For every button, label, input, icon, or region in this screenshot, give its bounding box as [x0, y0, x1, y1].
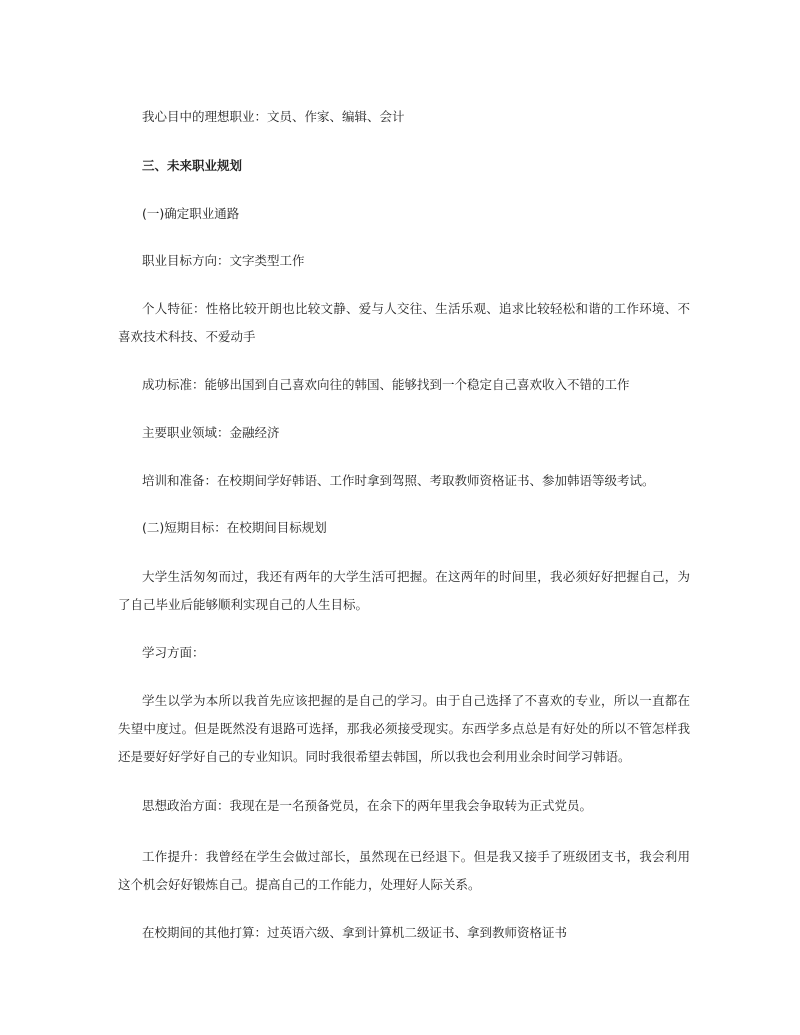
subheading-career-path: (一)确定职业通路	[142, 206, 240, 221]
paragraph-political: 思想政治方面：我现在是一名预备党员，在余下的两年里我会争取转为正式党员。	[142, 798, 593, 813]
paragraph-other-plans: 在校期间的其他打算：过英语六级、拿到计算机二级证书、拿到教师资格证书	[142, 925, 568, 940]
paragraph-personal-traits: 个人特征：性格比较开朗也比较文静、爱与人交往、生活乐观、追求比较轻松和谐的工作环境、不喜欢技术科技、不爱动手	[118, 301, 690, 344]
paragraph-main-field: 主要职业领域：金融经济	[142, 425, 280, 440]
paragraph-ideal-career: 我心目中的理想职业：文员、作家、编辑、会计	[142, 109, 405, 124]
paragraph-college-intro: 大学生活匆匆而过，我还有两年的大学生活可把握。在这两年的时间里，我必须好好把握自己，为了自己毕业后能够顺利实现自己的人生目标。	[118, 569, 690, 612]
paragraph-study-heading: 学习方面：	[142, 645, 205, 660]
paragraph-training: 培训和准备：在校期间学好韩语、工作时拿到驾照、考取教师资格证书、参加韩语等级考试。	[142, 473, 655, 488]
paragraph-work-improve: 工作提升：我曾经在学生会做过部长，虽然现在已经退下。但是我又接手了班级团支书，我会利用这个机会好好锻炼自己。提高自己的工作能力，处理好人际关系。	[118, 849, 690, 892]
section-heading-future-career-plan: 三、未来职业规划	[142, 158, 243, 173]
subheading-short-term-goals: (二)短期目标：在校期间目标规划	[142, 520, 327, 535]
paragraph-success-criteria: 成功标准：能够出国到自己喜欢向往的韩国、能够找到一个稳定自己喜欢收入不错的工作	[142, 377, 630, 392]
paragraph-study-body: 学生以学为本所以我首先应该把握的是自己的学习。由于自己选择了不喜欢的专业，所以一直都在失望中度过。但是既然没有退路可选择，那我必须接受现实。东西学多点总是有好处的所以不管怎样我还是要好好学好自己的专业知识。同时我很希望去韩国，所以我也会利用业余时间学习韩语。	[118, 693, 690, 764]
paragraph-career-direction: 职业目标方向：文字类型工作	[142, 253, 305, 268]
